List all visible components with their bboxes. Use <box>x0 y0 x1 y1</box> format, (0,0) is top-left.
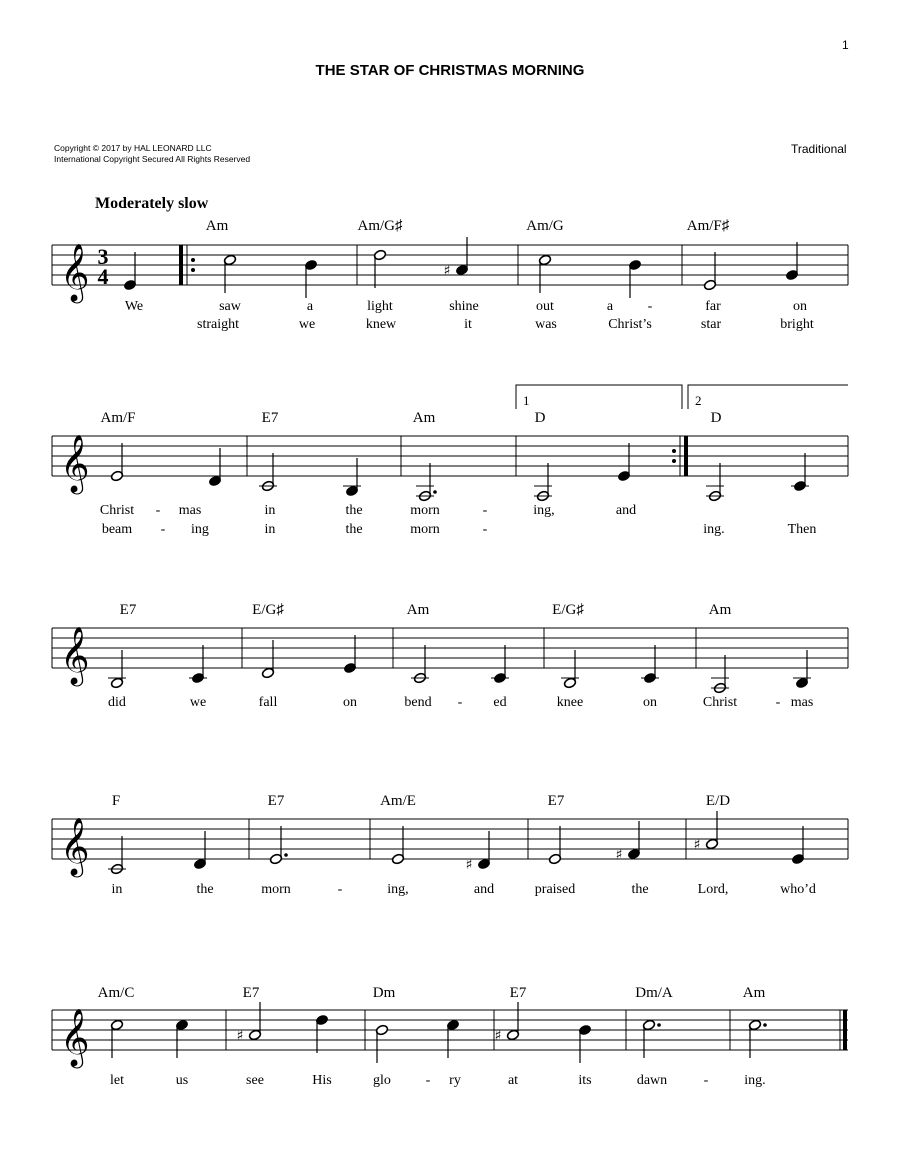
chord-symbol: Am/C <box>97 985 135 1001</box>
chord-symbol: D <box>534 410 546 426</box>
treble-clef: 𝄞 <box>60 817 90 875</box>
chord-symbol: Am/G <box>526 218 564 234</box>
time-signature-numerator: 3 <box>97 244 109 269</box>
lyric-verse1: and <box>473 882 495 897</box>
treble-clef: 𝄞 <box>60 434 90 492</box>
chord-symbol: Am/F♯ <box>686 218 730 234</box>
lyric-verse1: We <box>124 299 144 314</box>
sharp-accidental: ♯ <box>615 847 623 863</box>
lyric-verse1: ing. <box>744 1073 766 1088</box>
dot <box>657 1023 661 1027</box>
lyric-verse1: ing, <box>387 882 409 897</box>
ending-number: 2 <box>695 393 702 408</box>
chord-symbol: E/D <box>705 793 731 809</box>
lyric-verse1: fall <box>258 695 278 710</box>
lyric-verse1: in <box>111 882 123 897</box>
lyric-verse1: on <box>343 695 357 710</box>
dot <box>284 853 288 857</box>
chord-symbol: Am/G♯ <box>357 218 403 234</box>
time-signature-denominator: 4 <box>97 264 109 289</box>
lyric-verse1: the <box>631 882 649 897</box>
treble-clef: 𝄞 <box>60 1008 90 1066</box>
lyric-verse1: - <box>457 695 463 710</box>
lyric-verse1: morn <box>261 882 291 897</box>
chord-symbol: E7 <box>547 793 565 809</box>
lyric-verse1: a <box>606 299 614 314</box>
lyric-verse1: ing, <box>533 503 555 518</box>
dot <box>763 1023 767 1027</box>
repeat-dot <box>672 449 676 453</box>
chord-symbol: Am/F <box>100 410 136 426</box>
page-number: 1 <box>842 38 849 52</box>
sharp-accidental: ♯ <box>465 857 473 873</box>
lyric-verse1: at <box>507 1073 519 1088</box>
lyric-verse2: it <box>464 317 472 332</box>
lyric-verse2: straight <box>197 317 239 332</box>
chord-symbol: F <box>111 793 121 809</box>
lyric-verse1: we <box>189 695 207 710</box>
copyright-line: Copyright © 2017 by HAL LEONARD LLC <box>54 143 212 153</box>
chord-symbol: Am <box>742 985 766 1001</box>
chord-symbol: Dm <box>372 985 396 1001</box>
repeat-dot <box>191 268 195 272</box>
repeat-dot <box>672 459 676 463</box>
lyric-verse1: a <box>306 299 314 314</box>
repeat-dot <box>191 258 195 262</box>
lyric-verse2: morn <box>410 522 440 537</box>
lyric-verse1: its <box>578 1073 592 1088</box>
chord-symbol: E7 <box>261 410 279 426</box>
composer-credit: Traditional <box>791 142 847 156</box>
lyric-verse1: light <box>367 299 393 314</box>
lyric-verse1: mas <box>178 503 202 518</box>
lyric-verse1: us <box>175 1073 189 1088</box>
copyright-line: International Copyright Secured All Rights Reserved <box>54 154 251 164</box>
lyric-verse1: mas <box>790 695 814 710</box>
chord-symbol: Dm/A <box>635 985 673 1001</box>
lyric-verse2: beam <box>101 522 133 537</box>
lyric-verse1: - <box>482 503 488 518</box>
chord-symbol: D <box>710 410 722 426</box>
tempo-marking: Moderately slow <box>95 195 209 212</box>
lyric-verse2: we <box>298 317 316 332</box>
lyric-verse1: Christ <box>99 503 135 518</box>
lyric-verse1: praised <box>534 882 576 897</box>
lyric-verse2: knew <box>365 317 397 332</box>
lyric-verse1: on <box>793 299 807 314</box>
lyric-verse1: out <box>536 299 554 314</box>
sharp-accidental: ♯ <box>693 837 701 853</box>
lyric-verse1: - <box>425 1073 431 1088</box>
lyric-verse1: glo <box>373 1073 391 1088</box>
lyric-verse1: knee <box>556 695 584 710</box>
lyric-verse1: on <box>643 695 657 710</box>
lyric-verse2: - <box>482 522 488 537</box>
lyric-verse1: the <box>345 503 363 518</box>
dot <box>433 490 437 494</box>
lyric-verse1: morn <box>410 503 440 518</box>
lyric-verse1: - <box>647 299 653 314</box>
lyric-verse1: His <box>312 1073 332 1088</box>
chord-symbol: E7 <box>267 793 285 809</box>
lyric-verse1: ed <box>493 695 507 710</box>
lyric-verse1: - <box>155 503 161 518</box>
lyric-verse1: shine <box>449 299 479 314</box>
lyric-verse1: - <box>337 882 343 897</box>
chord-symbol: E7 <box>509 985 527 1001</box>
song-title: THE STAR OF CHRISTMAS MORNING <box>315 62 585 79</box>
lyric-verse1: the <box>196 882 214 897</box>
lyric-verse2: Christ’s <box>608 317 652 332</box>
lyric-verse1: and <box>615 503 637 518</box>
lyric-verse2: was <box>535 317 557 332</box>
lyric-verse1: in <box>264 503 276 518</box>
lyric-verse2: Then <box>787 522 817 537</box>
ending-number: 1 <box>523 393 530 408</box>
chord-symbol: E/G♯ <box>252 602 284 618</box>
lyric-verse1: bend <box>404 695 432 710</box>
sharp-accidental: ♯ <box>443 263 451 279</box>
chord-symbol: E7 <box>119 602 137 618</box>
lyric-verse2: bright <box>780 317 814 332</box>
lyric-verse1: Lord, <box>697 882 729 897</box>
chord-symbol: Am <box>406 602 430 618</box>
sharp-accidental: ♯ <box>236 1028 244 1044</box>
lyric-verse2: ing <box>191 522 209 537</box>
lyric-verse1: - <box>703 1073 709 1088</box>
ending-bracket <box>688 385 848 409</box>
lyric-verse1: - <box>775 695 781 710</box>
chord-symbol: Am/E <box>380 793 416 809</box>
chord-symbol: Am <box>205 218 229 234</box>
chord-symbol: E/G♯ <box>552 602 584 618</box>
lyric-verse2: in <box>264 522 276 537</box>
sharp-accidental: ♯ <box>494 1028 502 1044</box>
lyric-verse2: the <box>345 522 363 537</box>
treble-clef: 𝄞 <box>60 243 90 301</box>
lyric-verse1: did <box>108 695 126 710</box>
lyric-verse1: dawn <box>636 1073 668 1088</box>
ending-bracket <box>516 385 682 409</box>
lyric-verse2: star <box>700 317 722 332</box>
lyric-verse1: saw <box>219 299 241 314</box>
lyric-verse2: ing. <box>703 522 725 537</box>
lyric-verse1: let <box>110 1073 124 1088</box>
lyric-verse1: far <box>705 299 721 314</box>
chord-symbol: Am <box>708 602 732 618</box>
treble-clef: 𝄞 <box>60 626 90 684</box>
chord-symbol: Am <box>412 410 436 426</box>
lyric-verse1: Christ <box>702 695 738 710</box>
chord-symbol: E7 <box>242 985 260 1001</box>
lyric-verse1: see <box>246 1073 264 1088</box>
lyric-verse2: - <box>160 522 166 537</box>
lyric-verse1: ry <box>449 1073 461 1088</box>
lyric-verse1: who’d <box>780 882 816 897</box>
